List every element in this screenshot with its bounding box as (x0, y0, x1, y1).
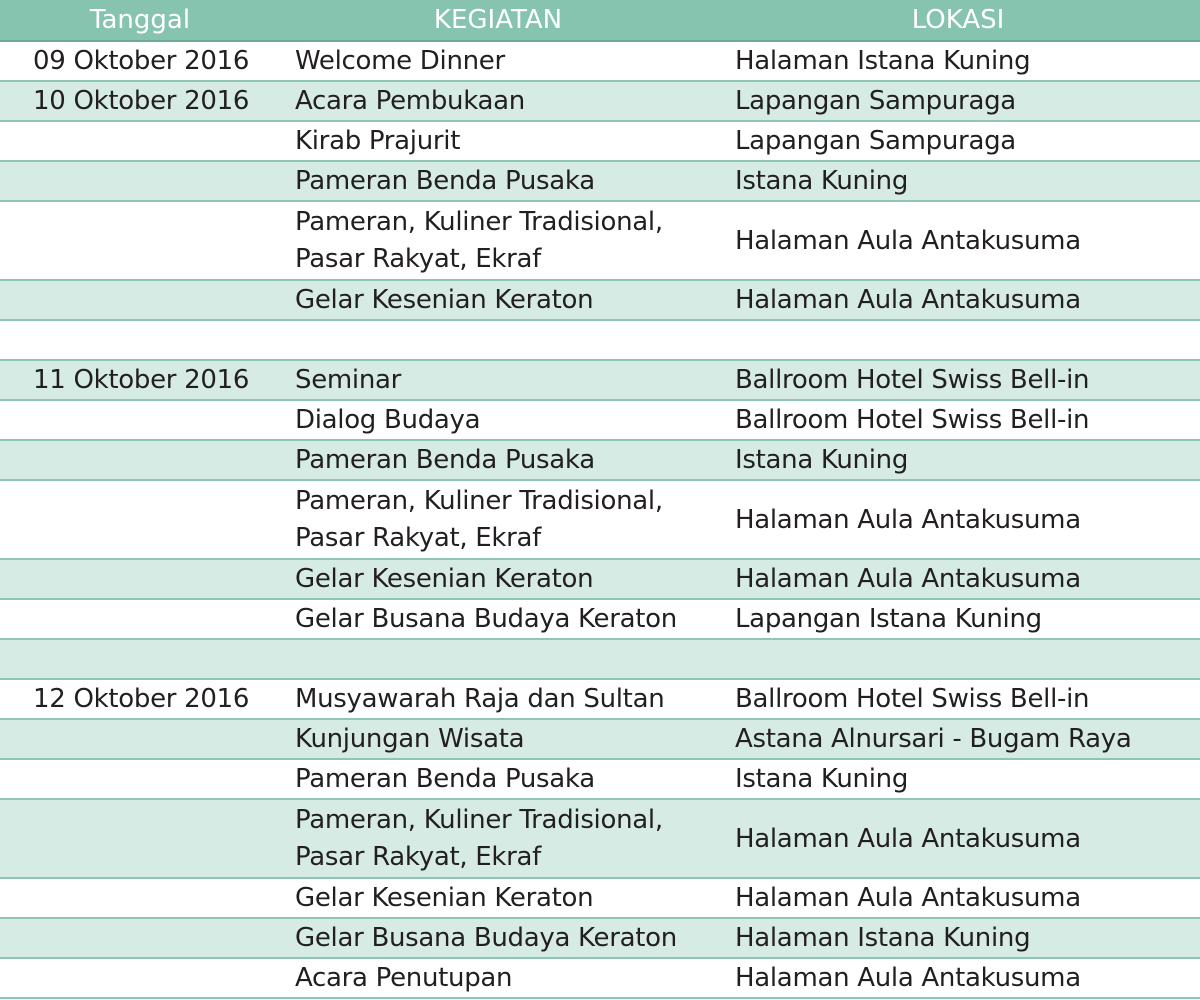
row-activity: Gelar Busana Budaya Keraton (295, 604, 677, 634)
row-location: Astana Alnursari - Bugam Raya (735, 724, 1132, 754)
table-row (0, 680, 1200, 720)
row-activity: Pameran Benda Pusaka (295, 764, 595, 794)
row-activity (280, 640, 716, 678)
table-body (0, 42, 1200, 999)
row-location: Istana Kuning (735, 166, 909, 196)
table-row (0, 122, 1200, 162)
row-location: Ballroom Hotel Swiss Bell-in (735, 684, 1090, 714)
row-location: Halaman Aula Antakusuma (735, 285, 1081, 315)
row-activity: Gelar Busana Budaya Keraton (295, 923, 677, 953)
row-activity: Gelar Kesenian Keraton (295, 285, 594, 315)
row-location: Lapangan Sampuraga (735, 86, 1016, 116)
row-location: Halaman Aula Antakusuma (735, 963, 1081, 993)
row-date (0, 640, 280, 678)
row-location: Halaman Aula Antakusuma (735, 883, 1081, 913)
row-location: Halaman Aula Antakusuma (735, 225, 1081, 256)
row-location: Istana Kuning (735, 445, 909, 475)
row-activity: Gelar Kesenian Keraton (295, 883, 594, 913)
row-date (0, 600, 280, 638)
row-location: Halaman Istana Kuning (735, 923, 1031, 953)
row-activity: Acara Penutupan (295, 963, 513, 993)
row-date: 11 Oktober 2016 (33, 365, 250, 395)
row-activity: Musyawarah Raja dan Sultan (295, 684, 665, 714)
row-activity: Pameran Benda Pusaka (295, 445, 595, 475)
row-location: Lapangan Sampuraga (735, 126, 1016, 156)
row-date: 12 Oktober 2016 (33, 684, 250, 714)
header-location: LOKASI (911, 5, 1005, 35)
row-activity: Pameran, Kuliner Tradisional, Pasar Rakyat, Ekraf (295, 804, 663, 872)
table-row (0, 959, 1200, 999)
row-activity: Pameran Benda Pusaka (295, 166, 595, 196)
row-activity: Kirab Prajurit (295, 126, 461, 156)
table-row (0, 720, 1200, 760)
table-row (0, 800, 1200, 879)
table-row (0, 441, 1200, 481)
row-activity (280, 321, 716, 359)
row-date (0, 720, 280, 758)
row-location: Lapangan Istana Kuning (735, 604, 1042, 634)
row-activity: Seminar (295, 365, 402, 395)
row-date (0, 122, 280, 160)
row-date (0, 401, 280, 439)
table-row (0, 42, 1200, 82)
table-row (0, 481, 1200, 560)
row-activity: Gelar Kesenian Keraton (295, 564, 594, 594)
row-activity: Dialog Budaya (295, 405, 481, 435)
row-location: Halaman Aula Antakusuma (735, 823, 1081, 854)
header-activity: KEGIATAN (433, 5, 563, 35)
table-row (0, 361, 1200, 401)
table-row (0, 879, 1200, 919)
table-row-spacer (0, 321, 1200, 361)
row-date: 10 Oktober 2016 (33, 86, 250, 116)
row-activity: Pameran, Kuliner Tradisional, Pasar Rakyat, Ekraf (295, 485, 663, 553)
table-row (0, 560, 1200, 600)
row-activity: Welcome Dinner (295, 46, 505, 76)
table-row (0, 760, 1200, 800)
row-location: Ballroom Hotel Swiss Bell-in (735, 365, 1090, 395)
row-date (0, 560, 280, 598)
table-row (0, 162, 1200, 202)
row-date (0, 800, 280, 877)
row-activity: Acara Pembukaan (295, 86, 525, 116)
header-date: Tanggal (89, 5, 191, 35)
row-location: Istana Kuning (735, 764, 909, 794)
table-row (0, 919, 1200, 959)
row-date (0, 281, 280, 319)
row-date (0, 879, 280, 917)
row-location: Halaman Istana Kuning (735, 46, 1031, 76)
row-location: Ballroom Hotel Swiss Bell-in (735, 405, 1090, 435)
table-row (0, 281, 1200, 321)
table-header (0, 0, 1200, 42)
table-row-spacer (0, 640, 1200, 680)
row-date (0, 441, 280, 479)
row-date (0, 760, 280, 798)
row-date (0, 919, 280, 957)
table-row (0, 202, 1200, 281)
row-location: Halaman Aula Antakusuma (735, 504, 1081, 535)
row-activity: Pameran, Kuliner Tradisional, Pasar Rakyat, Ekraf (295, 206, 663, 274)
table-row (0, 401, 1200, 441)
row-date (0, 959, 280, 997)
table-row (0, 82, 1200, 122)
row-location (716, 321, 1200, 359)
row-date (0, 321, 280, 359)
row-date (0, 481, 280, 558)
row-date (0, 202, 280, 279)
row-location (716, 640, 1200, 678)
table-row (0, 600, 1200, 640)
row-date: 09 Oktober 2016 (33, 46, 250, 76)
row-date (0, 162, 280, 200)
row-location: Halaman Aula Antakusuma (735, 564, 1081, 594)
row-activity: Kunjungan Wisata (295, 724, 525, 754)
